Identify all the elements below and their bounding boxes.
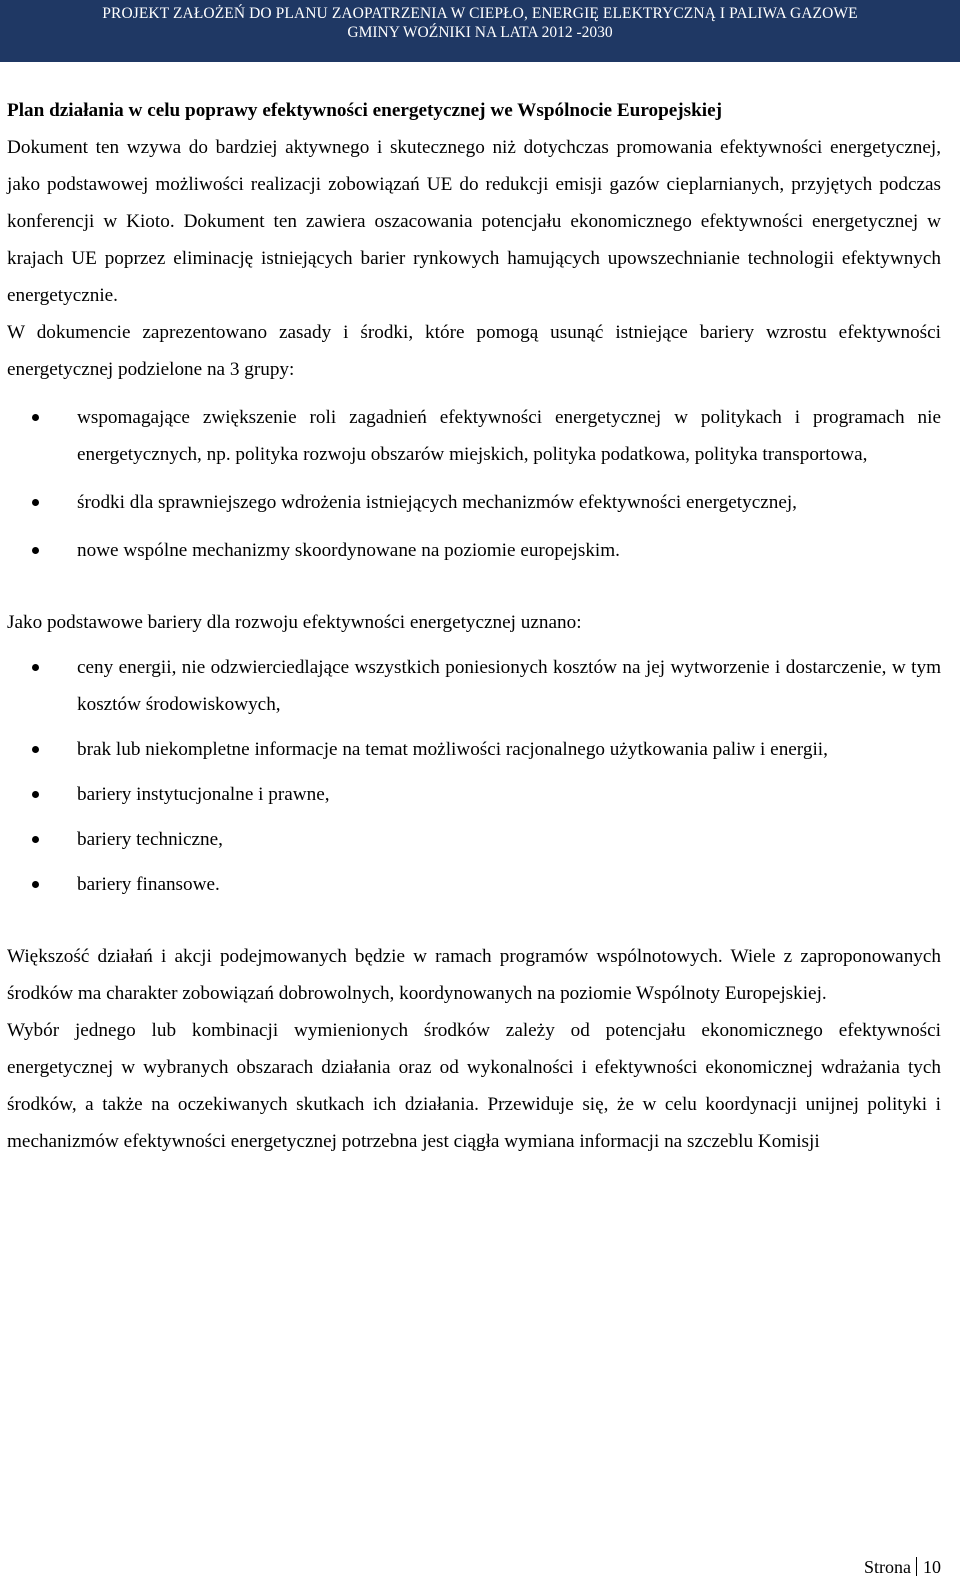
header-title-line2: GMINY WOŹNIKI NA LATA 2012 -2030 <box>347 24 613 41</box>
paragraph-barriers: Jako podstawowe bariery dla rozwoju efektywności energetycznej uznano: <box>7 612 582 633</box>
bullet-icon <box>32 746 39 753</box>
list-item <box>7 821 941 858</box>
bullet-icon <box>32 881 39 888</box>
list-item-text: brak lub niekompletne informacje na temat możliwości racjonalnego użytkowania paliw i energii, <box>77 739 828 760</box>
list-item <box>7 484 941 521</box>
document-body <box>7 92 941 1160</box>
page-number: 10 <box>923 1557 941 1577</box>
bullet-icon <box>32 791 39 798</box>
header-title-line1: PROJEKT ZAŁOŻEŃ DO PLANU ZAOPATRZENIA W CIEPŁO, ENERGIĘ ELEKTRYCZNĄ I PALIWA GAZOWE <box>102 5 858 22</box>
section-heading: Plan działania w celu poprawy efektywności energetycznej we Wspólnocie Europejskiej <box>7 100 723 121</box>
bullet-icon <box>32 547 39 554</box>
page-footer <box>864 1555 941 1579</box>
barriers-list <box>7 649 941 903</box>
bullet-icon <box>32 664 39 671</box>
list-item-text: wspomagające zwiększenie roli zagadnień efektywności energetycznej w politykach i programach nie energetycznych, np. polityka rozwoju obszarów miejskich, polityka podatkowa, polityka transportowa, <box>77 407 941 465</box>
document-header <box>0 0 960 62</box>
paragraph-actions: Większość działań i akcji podejmowanych będzie w ramach programów wspólnotowych. Wiele z zaproponowanych środków ma charakter zobowiązań dobrowolnych, koordynowanych na poziomie Wspólnoty Europejskiej. <box>7 946 941 1004</box>
list-item-text: nowe wspólne mechanizmy skoordynowane na poziomie europejskim. <box>77 540 620 561</box>
list-item-text: bariery instytucjonalne i prawne, <box>77 784 330 805</box>
bullet-icon <box>32 414 39 421</box>
paragraph-measures: W dokumencie zaprezentowano zasady i środki, które pomogą usunąć istniejące bariery wzrostu efektywności energetycznej podzielone na 3 grupy: <box>7 322 941 380</box>
measures-list <box>7 399 941 569</box>
list-item <box>7 399 941 473</box>
list-item-text: bariery techniczne, <box>77 829 223 850</box>
list-item <box>7 532 941 569</box>
bullet-icon <box>32 836 39 843</box>
list-item <box>7 731 941 768</box>
list-item <box>7 649 941 723</box>
list-item <box>7 866 941 903</box>
list-item-text: środki dla sprawniejszego wdrożenia istniejących mechanizmów efektywności energetycznej, <box>77 492 797 513</box>
list-item <box>7 776 941 813</box>
paragraph-choice: Wybór jednego lub kombinacji wymienionych środków zależy od potencjału ekonomicznego efektywności energetycznej w wybranych obszarach działania oraz od wykonalności i efektywności ekonomicznej wdrażania tych środków, a także na oczekiwanych skutkach ich działania. Przewiduje się, że w celu koordynacji unijnej polityki i mechanizmów efektywności energetycznej potrzebna jest ciągła wymiana informacji na szczeblu Komisji <box>7 1020 941 1152</box>
bullet-icon <box>32 499 39 506</box>
list-item-text: ceny energii, nie odzwierciedlające wszystkich poniesionych kosztów na jej wytworzenie i dostarczenie, w tym kosztów środowiskowych, <box>77 657 941 715</box>
paragraph-intro: Dokument ten wzywa do bardziej aktywnego i skutecznego niż dotychczas promowania efektywności energetycznej, jako podstawowej możliwości realizacji zobowiązań UE do redukcji emisji gazów cieplarnianych, przyjętych podczas konferencji w Kioto. Dokument ten zawiera oszacowania potencjału ekonomicznego efektywności energetycznej w krajach UE poprzez eliminację istniejących barier rynkowych hamujących upowszechnianie technologii efektywnych energetycznie. <box>7 137 941 306</box>
page-label: Strona <box>864 1557 911 1577</box>
list-item-text: bariery finansowe. <box>77 874 220 895</box>
footer-divider <box>916 1557 917 1576</box>
